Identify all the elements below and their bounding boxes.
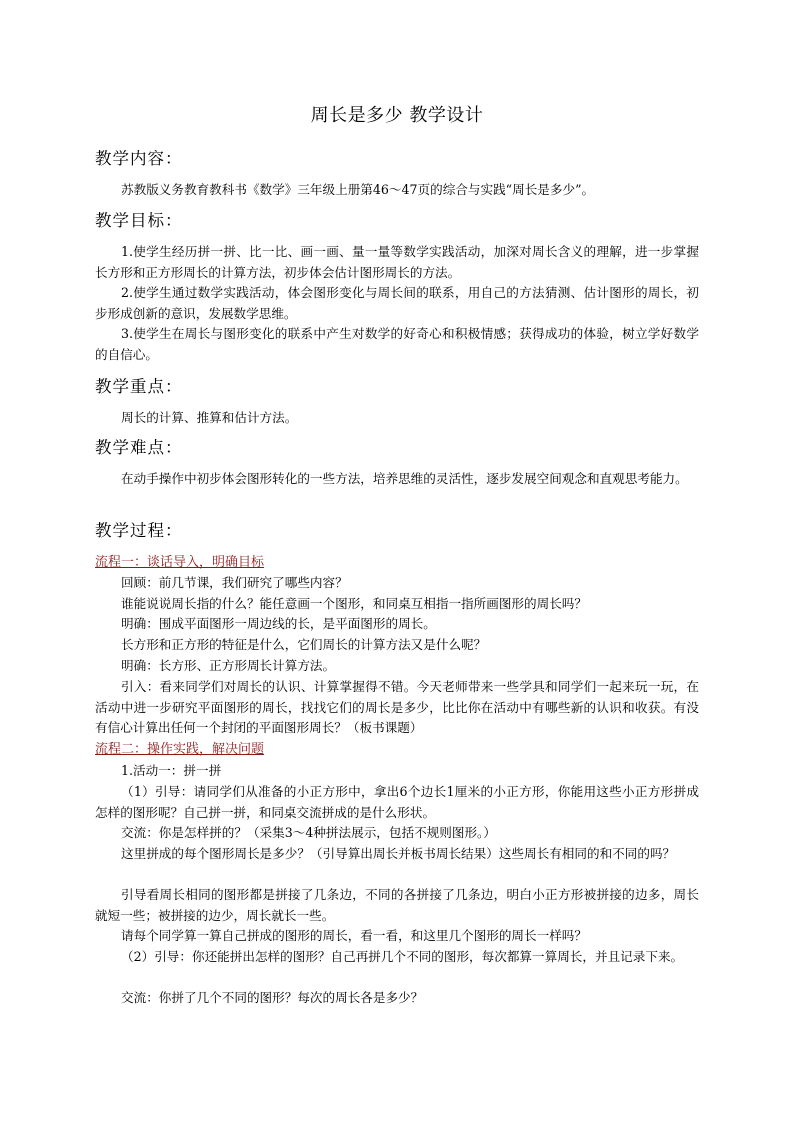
heading-key: 教学重点： (95, 377, 183, 396)
flow1-line: 回顾：前几节课，我们研究了哪些内容？ (121, 575, 348, 590)
difficulty-text: 在动手操作中初步体会图形转化的一些方法，培养思维的灵活性，逐步发展空间观念和直观思考能力。 (121, 471, 688, 486)
flow2-paragraph: （2）引导：你还能拼出怎样的图形？自己再拼几个不同的图形，每次都算一算周长，并且记录下来。 (121, 949, 684, 964)
goal-2: 2.使学生通过数学实践活动，体会图形变化与周长间的联系，用自己的方法猜测、估计图形的周长，初步形成创新的意识，发展数学思维。 (95, 285, 699, 321)
flow2-title: 流程二：操作实践，解决问题 (95, 742, 265, 757)
flow1-line: 明确：长方形、正方形周长计算方法。 (121, 658, 336, 673)
goal-3: 3.使学生在周长与图形变化的联系中产生对数学的好奇心和积极情感；获得成功的体验，树立学好数学的自信心。 (95, 326, 699, 362)
heading-difficulty: 教学难点： (95, 438, 183, 457)
page-title: 周长是多少 教学设计 (310, 105, 484, 126)
heading-content: 教学内容： (95, 149, 183, 168)
flow1-line: 谁能说说周长指的什么？能任意画一个图形，和同桌互相指一指所画图形的周长吗？ (121, 596, 587, 611)
goal-1: 1.使学生经历拼一拼、比一比、画一画、量一量等数学实践活动，加深对周长含义的理解，进一步掌握长方形和正方形周长的计算方法，初步体会估计图形周长的方法。 (95, 244, 699, 280)
flow2-paragraph: 这里拼成的每个图形周长是多少？（引导算出周长并板书周长结果）这些周长有相同的和不同的吗？ (121, 846, 676, 861)
heading-process: 教学过程： (95, 521, 183, 540)
content-text: 苏教版义务教育教科书《数学》三年级上册第46～47页的综合与实践“周长是多少”。 (121, 182, 595, 197)
flow1-intro: 引入：看来同学们对周长的认识、计算掌握得不错。今天老师带来一些学具和同学们一起来玩一玩，在活动中进一步研究平面图形的周长，找找它们的周长是多少，比比你在活动中有哪些新的认识和收获。有没有信心计算出任何一个封闭的平面图形周长？（板书课题） (95, 679, 699, 736)
key-text: 周长的计算、推算和估计方法。 (121, 410, 298, 425)
flow1-title: 流程一：谈话导入，明确目标 (95, 555, 265, 570)
flow2-line: 交流：你拼了几个不同的图形？每次的周长各是多少？ (121, 990, 424, 1005)
flow2-paragraph: 引导看周长相同的图形都是拼接了几条边，不同的各拼接了几条边，明白小正方形被拼接的边多，周长就短一些；被拼接的边少，周长就长一些。 (95, 887, 699, 923)
flow2-line: 1.活动一：拼一拼 (121, 763, 222, 778)
flow1-line: 明确：围成平面图形一周边线的长，是平面图形的周长。 (121, 616, 436, 631)
flow2-line: 交流：你是怎样拼的？（采集3～4种拼法展示，包括不规则图形。） (121, 825, 496, 840)
flow2-line: 请每个同学算一算自己拼成的图形的周长，看一看，和这里几个图形的周长一样吗？ (121, 928, 587, 943)
heading-goals: 教学目标： (95, 211, 183, 230)
flow2-paragraph: （1）引导：请同学们从准备的小正方形中，拿出6个边长1厘米的小正方形，你能用这些小正方形拼成怎样的图形呢？自己拼一拼，和同桌交流拼成的是什么形状。 (95, 784, 699, 820)
flow1-line: 长方形和正方形的特征是什么，它们周长的计算方法又是什么呢？ (121, 637, 487, 652)
